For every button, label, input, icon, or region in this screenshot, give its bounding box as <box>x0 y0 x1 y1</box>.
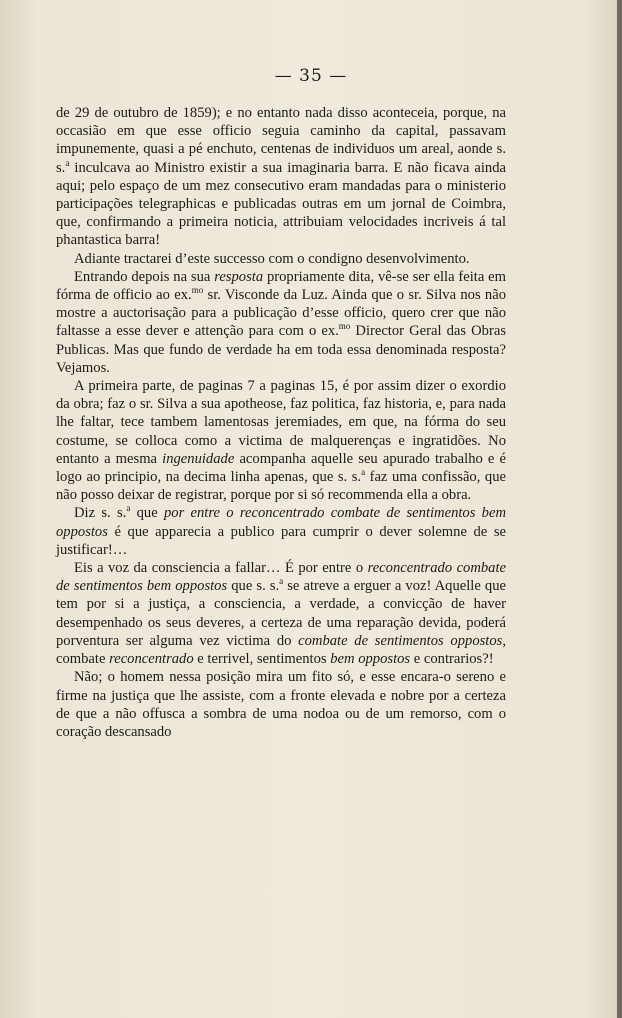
text-run: sr. Visconde da Luz. Ainda que o sr. Silva nos não mostre a auctorisação para a publicação d’esse officio, quero crer que não faltasse a esse dever e attenção para com o ex. <box>56 287 507 340</box>
paragraph <box>56 377 506 504</box>
superscript: a <box>126 503 131 514</box>
italic-phrase: por entre o reconcentrado combate de sentimentos bem oppostos <box>56 505 506 540</box>
paragraph <box>56 559 506 668</box>
superscript: mo <box>191 285 204 296</box>
text-run: é que apparecia a publico para cumprir o dever solemne de se justificar!… <box>56 523 506 558</box>
text-run: e terrivel, sentimentos <box>193 651 331 668</box>
italic-phrase: ingenuidade <box>162 450 235 467</box>
text-run: que s. s. <box>227 578 280 595</box>
text-run: de 29 de outubro de 1859); e no entanto nada disso aconteceia, porque, na occasião em que esse officio seguia caminho da capital, passavam impunemente, quasi a pé enchuto, centenas de individuos um areal, aonde s. s. <box>56 105 506 176</box>
text-run: Adiante tractarei d’este successo com o condigno desenvolvimento. <box>74 250 470 267</box>
italic-phrase: reconcentrado <box>109 651 194 668</box>
paragraph <box>56 250 506 268</box>
text-run: se atreve a erguer a voz! Aquelle que tem por si a justiça, a consciencia, a verdade, a convicção de haver desempenhado os seus deveres, a certeza de uma reparação devida, poderá porventura ser alguma vez victima do <box>56 578 506 649</box>
italic-phrase: reconcentrado combate de sentimentos bem oppostos <box>56 560 507 595</box>
superscript: mo <box>338 321 351 332</box>
text-run: Entrando depois na sua <box>74 268 215 285</box>
paragraph <box>56 268 506 377</box>
text-run: propriamente dita, vê-se ser ella feita em fórma de officio ao ex. <box>56 268 506 304</box>
text-run: A primeira parte, de paginas 7 a paginas 15, é por assim dizer o exordio da obra; faz o sr. Silva a sua apotheose, faz politica, faz historia, e, para nada lhe faltar, tece tambem lamentosas jeremiades, em que, na fórma do seu costume, se colloca como a victima de malquerenças e ingratidões. No entanto a mesma <box>56 378 506 467</box>
text-run: Director Geral das Obras Publicas. Mas que fundo de verdade ha em toda essa denominada resposta? Vejamos. <box>56 323 506 376</box>
text-run: Não; o homem nessa posição mira um fito só, e esse encara-o sereno e firme na justiça que lhe assiste, com a fronte elevada e nobre por a certeza de que a não offusca a sombra de uma nodoa ou de um remorso, com o coração descansado <box>56 669 506 740</box>
italic-phrase: combate de sentimentos oppostos <box>298 632 503 649</box>
text-run: Eis a voz da consciencia a fallar… É por entre o <box>74 560 368 577</box>
text-run: faz uma confissão, que não posso deixar de registrar, porque por si só recommenda ella a obra. <box>56 469 506 504</box>
superscript: a <box>65 157 70 168</box>
text-run: inculcava ao Ministro existir a sua imaginaria barra. E não ficava ainda aqui; pelo espaço de um mez consecutivo eram mandadas para o ministerio participações telegraphicas e publicadas outras em um jornal de Coimbra, que, confirmando a primeira noticia, attribuiam velocidades incriveis á tal phantastica barra! <box>56 159 506 249</box>
paragraph <box>56 668 506 741</box>
body-text <box>56 104 506 741</box>
superscript: a <box>361 467 366 478</box>
text-run: e contrarios?! <box>410 651 494 668</box>
italic-phrase: resposta <box>214 268 264 285</box>
paragraph <box>56 104 506 250</box>
paragraph <box>56 504 506 559</box>
page-edge-shadow <box>617 0 622 1018</box>
text-run: , combate <box>56 632 506 668</box>
text-run: Diz s. s. <box>74 505 127 522</box>
page-number: — 35 — <box>274 66 348 86</box>
superscript: a <box>279 576 284 587</box>
text-run: que <box>130 505 164 522</box>
italic-phrase: bem oppostos <box>330 651 411 668</box>
text-run: acompanha aquelle seu apurado trabalho e é logo ao principio, na decima linha apenas, que s. s. <box>56 450 506 486</box>
